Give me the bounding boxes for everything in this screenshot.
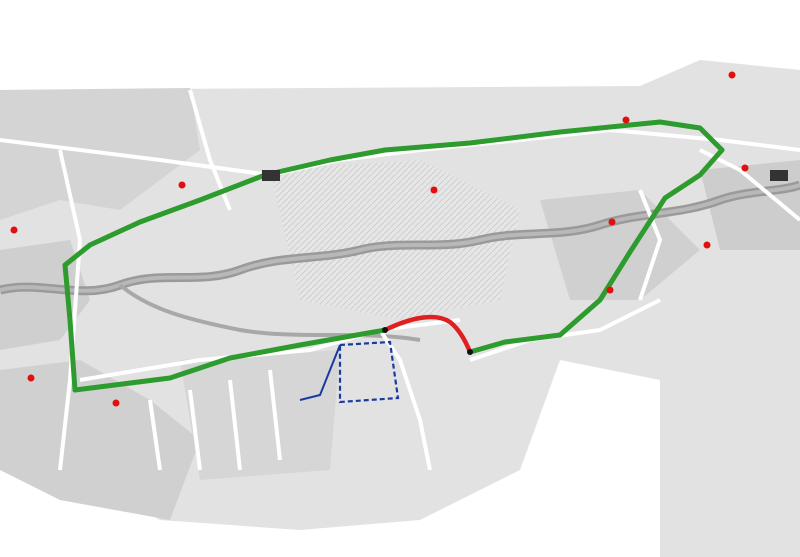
road-shield-11-a bbox=[262, 170, 280, 181]
closure-start-dot bbox=[382, 327, 388, 333]
road-shield-11-b bbox=[770, 170, 788, 181]
closure-end-dot bbox=[467, 349, 473, 355]
